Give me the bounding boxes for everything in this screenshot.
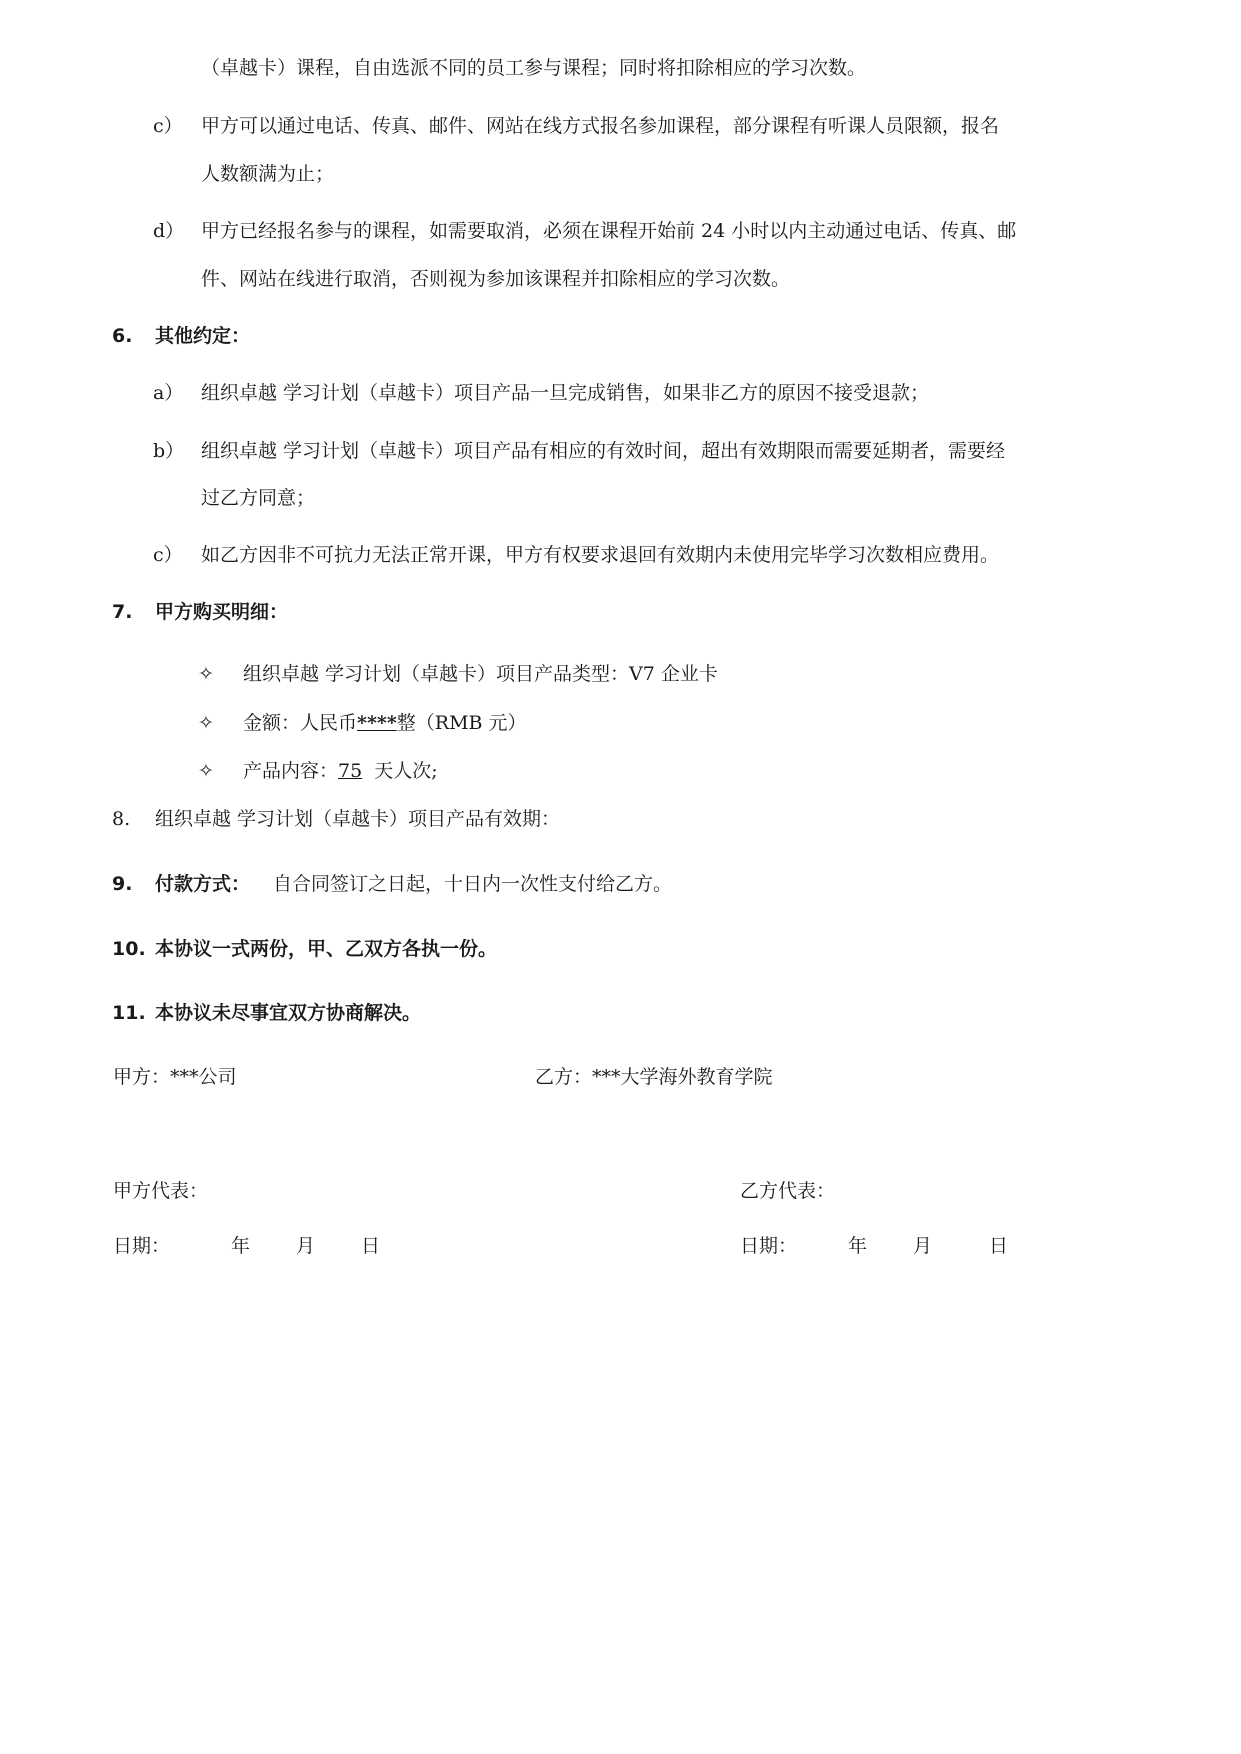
party-b-date-label: 日期： <box>740 1235 798 1257</box>
content-prefix: 产品内容： <box>243 760 339 782</box>
party-b-year: 年 <box>848 1235 868 1257</box>
clause8-number: 8. <box>112 808 131 830</box>
clause6-a-line1: 组织卓越 学习计划（卓越卡）项目产品一旦完成销售，如果非乙方的原因不接受退款； <box>201 382 930 404</box>
amount-prefix: 金额：人民币 <box>243 712 358 734</box>
clause9-number: 9. <box>112 873 133 895</box>
party-a-month: 月 <box>296 1235 316 1257</box>
clause6-c-line1: 如乙方因非不可抗力无法正常开课，甲方有权要求退回有效期内未使用完毕学习次数相应费用。 <box>201 544 1000 566</box>
clause5-c-line2: 人数额满为止； <box>201 163 335 185</box>
clause9-title: 付款方式： <box>155 873 251 895</box>
clause5-d-line2: 件、网站在线进行取消，否则视为参加该课程并扣除相应的学习次数。 <box>201 268 791 290</box>
clause10-number: 10. <box>112 938 146 960</box>
clause7-item-content <box>243 758 438 784</box>
clause5-d-line1: 甲方已经报名参与的课程，如需要取消，必须在课程开始前 24 小时以内主动通过电话、传真、邮 <box>201 220 1017 242</box>
party-a-year: 年 <box>231 1235 251 1257</box>
clause5-text-line: （卓越卡）课程，自由选派不同的员工参与课程；同时将扣除相应的学习次数。 <box>201 57 867 79</box>
clause6-number: 6. <box>112 325 133 347</box>
clause6-b-marker: b） <box>153 440 185 462</box>
clause8-text: 组织卓越 学习计划（卓越卡）项目产品有效期： <box>155 808 561 830</box>
clause7-item-amount <box>243 710 527 736</box>
party-a-representative: 甲方代表： <box>113 1180 209 1202</box>
party-b-month: 月 <box>913 1235 933 1257</box>
clause6-b-line2: 过乙方同意； <box>201 487 316 509</box>
content-value: 75 <box>338 760 363 782</box>
bullet-icon: ✧ <box>198 712 214 734</box>
party-b-representative: 乙方代表： <box>740 1180 836 1202</box>
clause6-c-marker: c） <box>153 544 183 566</box>
amount-value: **** <box>357 712 397 734</box>
clause7-number: 7. <box>112 601 133 623</box>
clause5-c-line1: 甲方可以通过电话、传真、邮件、网站在线方式报名参加课程，部分课程有听课人员限额，报名 <box>201 115 1000 137</box>
content-suffix: 天人次; <box>362 760 438 782</box>
clause9-text: 自合同签订之日起，十日内一次性支付给乙方。 <box>273 873 673 895</box>
clause5-d-marker: d） <box>153 220 185 242</box>
clause6-title: 其他约定： <box>155 325 251 347</box>
party-b-name: 乙方：***大学海外教育学院 <box>535 1066 773 1088</box>
clause6-b-line1: 组织卓越 学习计划（卓越卡）项目产品有相应的有效时间，超出有效期限而需要延期者，需要经 <box>201 440 1006 462</box>
clause10-text: 本协议一式两份，甲、乙双方各执一份。 <box>155 938 498 960</box>
party-a-day: 日 <box>361 1235 381 1257</box>
clause6-a-marker: a） <box>153 382 184 404</box>
clause7-item-product-type: 组织卓越 学习计划（卓越卡）项目产品类型：V7 企业卡 <box>243 663 718 685</box>
bullet-icon: ✧ <box>198 663 214 685</box>
clause11-text: 本协议未尽事宜双方协商解决。 <box>155 1002 422 1024</box>
party-a-name: 甲方：***公司 <box>113 1066 237 1088</box>
party-a-date-label: 日期： <box>113 1235 171 1257</box>
clause5-c-marker: c） <box>153 115 183 137</box>
clause7-title: 甲方购买明细： <box>155 601 289 623</box>
party-b-day: 日 <box>989 1235 1009 1257</box>
clause11-number: 11. <box>112 1002 146 1024</box>
bullet-icon: ✧ <box>198 760 214 782</box>
amount-suffix: 整（RMB 元） <box>396 712 527 734</box>
